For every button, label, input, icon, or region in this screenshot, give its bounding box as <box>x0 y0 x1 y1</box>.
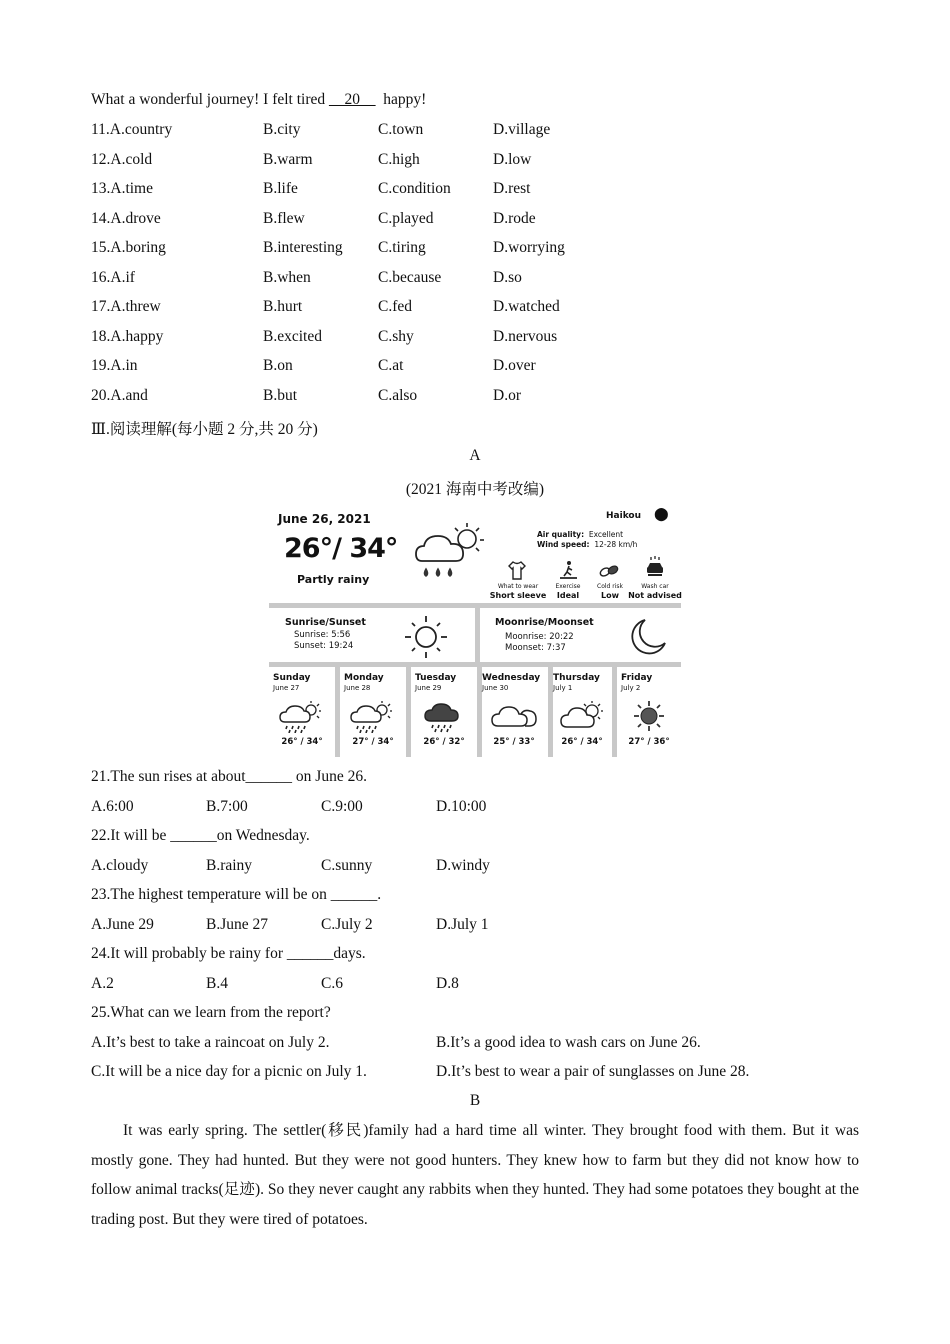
forecast-day <box>549 669 615 757</box>
option-b: B.warm <box>263 151 313 168</box>
forecast-temp: 26° / 34° <box>561 737 603 747</box>
passage-a-source: (2021 海南中考改编) <box>405 481 545 498</box>
treadmill-icon <box>557 559 579 581</box>
index-value: Short sleeve <box>489 591 547 600</box>
option-a: 15.A.boring <box>91 239 166 256</box>
option-c: C.July 2 <box>321 916 373 933</box>
option-d: D.worrying <box>493 239 565 256</box>
forecast-date: June 29 <box>415 684 442 692</box>
intro-text-end: happy! <box>383 91 427 108</box>
sun-icon <box>627 699 671 733</box>
intro-line <box>91 91 426 109</box>
intro-text: What a wonderful journey! I felt tired <box>91 91 330 108</box>
blank-20: __20__ <box>329 91 376 108</box>
option-c: C.sunny <box>321 857 373 874</box>
forecast-day-name: Wednesday <box>482 673 541 683</box>
forecast-date: July 1 <box>553 684 573 692</box>
index-label: Cold risk <box>597 583 623 590</box>
option-d: D.low <box>493 151 532 168</box>
question-stem: 21.The sun rises at about______ on June 26. <box>91 768 367 785</box>
cloud-sun-icon <box>559 699 607 733</box>
forecast-temp: 26° / 32° <box>423 737 465 747</box>
city-name: Haikou <box>606 511 642 521</box>
forecast-date: June 30 <box>482 684 509 692</box>
option-b: B.life <box>263 180 298 197</box>
option-d: D.It’s best to wear a pair of sunglasses on June 28. <box>436 1063 750 1080</box>
option-d: D.8 <box>436 975 459 992</box>
forecast-day <box>617 669 681 757</box>
index-label: Exercise <box>555 583 581 590</box>
option-a: A.2 <box>91 975 114 992</box>
forecast-temp: 26° / 34° <box>281 737 323 747</box>
option-a: 17.A.threw <box>91 298 161 315</box>
option-c: C.high <box>378 151 420 168</box>
option-c: C.town <box>378 121 424 138</box>
option-b: B.rainy <box>206 857 253 874</box>
option-a: A.cloudy <box>91 857 149 874</box>
air-quality-value: Excellent <box>588 530 624 539</box>
option-a: 20.A.and <box>91 387 148 404</box>
option-a: 19.A.in <box>91 357 138 374</box>
forecast-day-name: Friday <box>621 673 653 683</box>
option-b: B.on <box>263 357 293 374</box>
option-b: B.excited <box>263 328 322 345</box>
option-d: D.or <box>493 387 521 404</box>
index-label: Wash car <box>641 583 669 590</box>
option-a: 11.A.country <box>91 121 173 138</box>
rain-icon <box>421 699 467 733</box>
option-d: D.rest <box>493 180 531 197</box>
forecast-day-name: Monday <box>344 673 384 683</box>
current-temp: 26°/ 34° <box>284 533 398 564</box>
sunrise-sunset-title: Sunrise/Sunset <box>285 617 366 628</box>
option-d: D.nervous <box>493 328 558 345</box>
option-b: B.city <box>263 121 301 138</box>
sunset-time: Sunset: 19:24 <box>294 641 354 651</box>
option-c: C.tiring <box>378 239 426 256</box>
air-quality-label: Air quality: <box>537 530 585 539</box>
option-c: C.condition <box>378 180 451 197</box>
weather-report <box>269 503 681 757</box>
option-c: C.9:00 <box>321 798 363 815</box>
divider <box>475 608 480 666</box>
forecast-day-name: Tuesday <box>415 673 457 683</box>
location-pin-icon: ⬤ <box>654 507 669 522</box>
moon-icon <box>625 617 669 657</box>
option-d: D.windy <box>436 857 490 874</box>
option-a: A.6:00 <box>91 798 134 815</box>
option-b: B.interesting <box>263 239 343 256</box>
tshirt-icon <box>506 559 528 581</box>
wind-speed-label: Wind speed: <box>537 540 590 549</box>
question-stem: 25.What can we learn from the report? <box>91 1004 331 1021</box>
sun-icon <box>401 613 451 661</box>
section-heading: Ⅲ.阅读理解(每小题 2 分,共 20 分) <box>91 421 318 438</box>
option-a: A.June 29 <box>91 916 154 933</box>
moonrise-time: Moonrise: 20:22 <box>505 632 574 642</box>
report-date: June 26, 2021 <box>278 512 371 526</box>
divider <box>269 662 681 667</box>
option-d: D.watched <box>493 298 560 315</box>
wind-speed-value: 12-28 km/h <box>594 540 638 549</box>
question-stem: 23.The highest temperature will be on ______. <box>91 886 382 903</box>
option-b: B.It’s a good idea to wash cars on June 26. <box>436 1034 701 1051</box>
index-label: What to wear <box>497 583 539 590</box>
forecast-temp: 25° / 33° <box>493 737 535 747</box>
option-b: B.hurt <box>263 298 303 315</box>
option-c: C.shy <box>378 328 414 345</box>
option-a: A.It’s best to take a raincoat on July 2. <box>91 1034 330 1051</box>
forecast-temp: 27° / 34° <box>352 737 394 747</box>
forecast-date: July 2 <box>621 684 641 692</box>
option-b: B.but <box>263 387 298 404</box>
forecast-day-name: Thursday <box>553 673 600 683</box>
option-a: 12.A.cold <box>91 151 153 168</box>
current-condition: Partly rainy <box>297 573 370 586</box>
option-b: B.when <box>263 269 311 286</box>
car-wash-icon <box>643 555 667 581</box>
option-d: D.July 1 <box>436 916 489 933</box>
forecast-day <box>340 669 406 757</box>
moonset-time: Moonset: 7:37 <box>505 643 566 653</box>
option-d: D.over <box>493 357 536 374</box>
index-value: Ideal <box>556 591 580 600</box>
passage-b-label: B <box>469 1092 481 1109</box>
forecast-day-name: Sunday <box>273 673 311 683</box>
forecast-day <box>478 669 550 757</box>
moonrise-moonset-title: Moonrise/Moonset <box>495 617 594 628</box>
forecast-day <box>411 669 477 757</box>
option-d: D.so <box>493 269 522 286</box>
option-b: B.flew <box>263 210 305 227</box>
option-d: D.rode <box>493 210 536 227</box>
partly-rainy-icon <box>412 519 496 585</box>
index-value: Low <box>601 591 619 600</box>
cloudy-icon <box>490 699 540 733</box>
option-a: 13.A.time <box>91 180 153 197</box>
option-b: B.June 27 <box>206 916 268 933</box>
passage-b-paragraph: It was early spring. The settler(移民)family had a hard time all winter. They brought food with them. But it was mostly gone. They had hunted. But they were not good hunters. They knew how to farm but they did not know how to follow animal tracks(足迹). So they never caught any rabbits when they hunted. They had some potatoes they bought at the trading post. But they were tired of potatoes. <box>91 1122 859 1228</box>
option-b: B.4 <box>206 975 228 992</box>
option-c: C.fed <box>378 298 413 315</box>
option-d: D.10:00 <box>436 798 487 815</box>
wind-speed <box>537 540 637 549</box>
option-a: 14.A.drove <box>91 210 161 227</box>
option-b: B.7:00 <box>206 798 248 815</box>
forecast-day <box>269 669 335 757</box>
question-stem: 24.It will probably be rainy for ______days. <box>91 945 366 962</box>
option-c: C.also <box>378 387 418 404</box>
index-value: Not advised <box>628 591 682 600</box>
option-c: C.It will be a nice day for a picnic on July 1. <box>91 1063 367 1080</box>
option-a: 18.A.happy <box>91 328 164 345</box>
rain-sun-icon <box>279 699 325 733</box>
pills-icon <box>598 561 620 581</box>
passage-b <box>91 1116 859 1234</box>
passage-a-label: A <box>469 447 481 464</box>
option-c: C.6 <box>321 975 343 992</box>
option-c: C.because <box>378 269 442 286</box>
rain-sun-icon <box>350 699 396 733</box>
forecast-temp: 27° / 36° <box>628 737 670 747</box>
option-d: D.village <box>493 121 551 138</box>
forecast-date: June 27 <box>273 684 300 692</box>
option-c: C.played <box>378 210 434 227</box>
forecast-date: June 28 <box>344 684 371 692</box>
option-a: 16.A.if <box>91 269 135 286</box>
sunrise-time: Sunrise: 5:56 <box>294 630 351 640</box>
option-c: C.at <box>378 357 404 374</box>
question-stem: 22.It will be ______on Wednesday. <box>91 827 310 844</box>
air-quality <box>537 530 623 539</box>
